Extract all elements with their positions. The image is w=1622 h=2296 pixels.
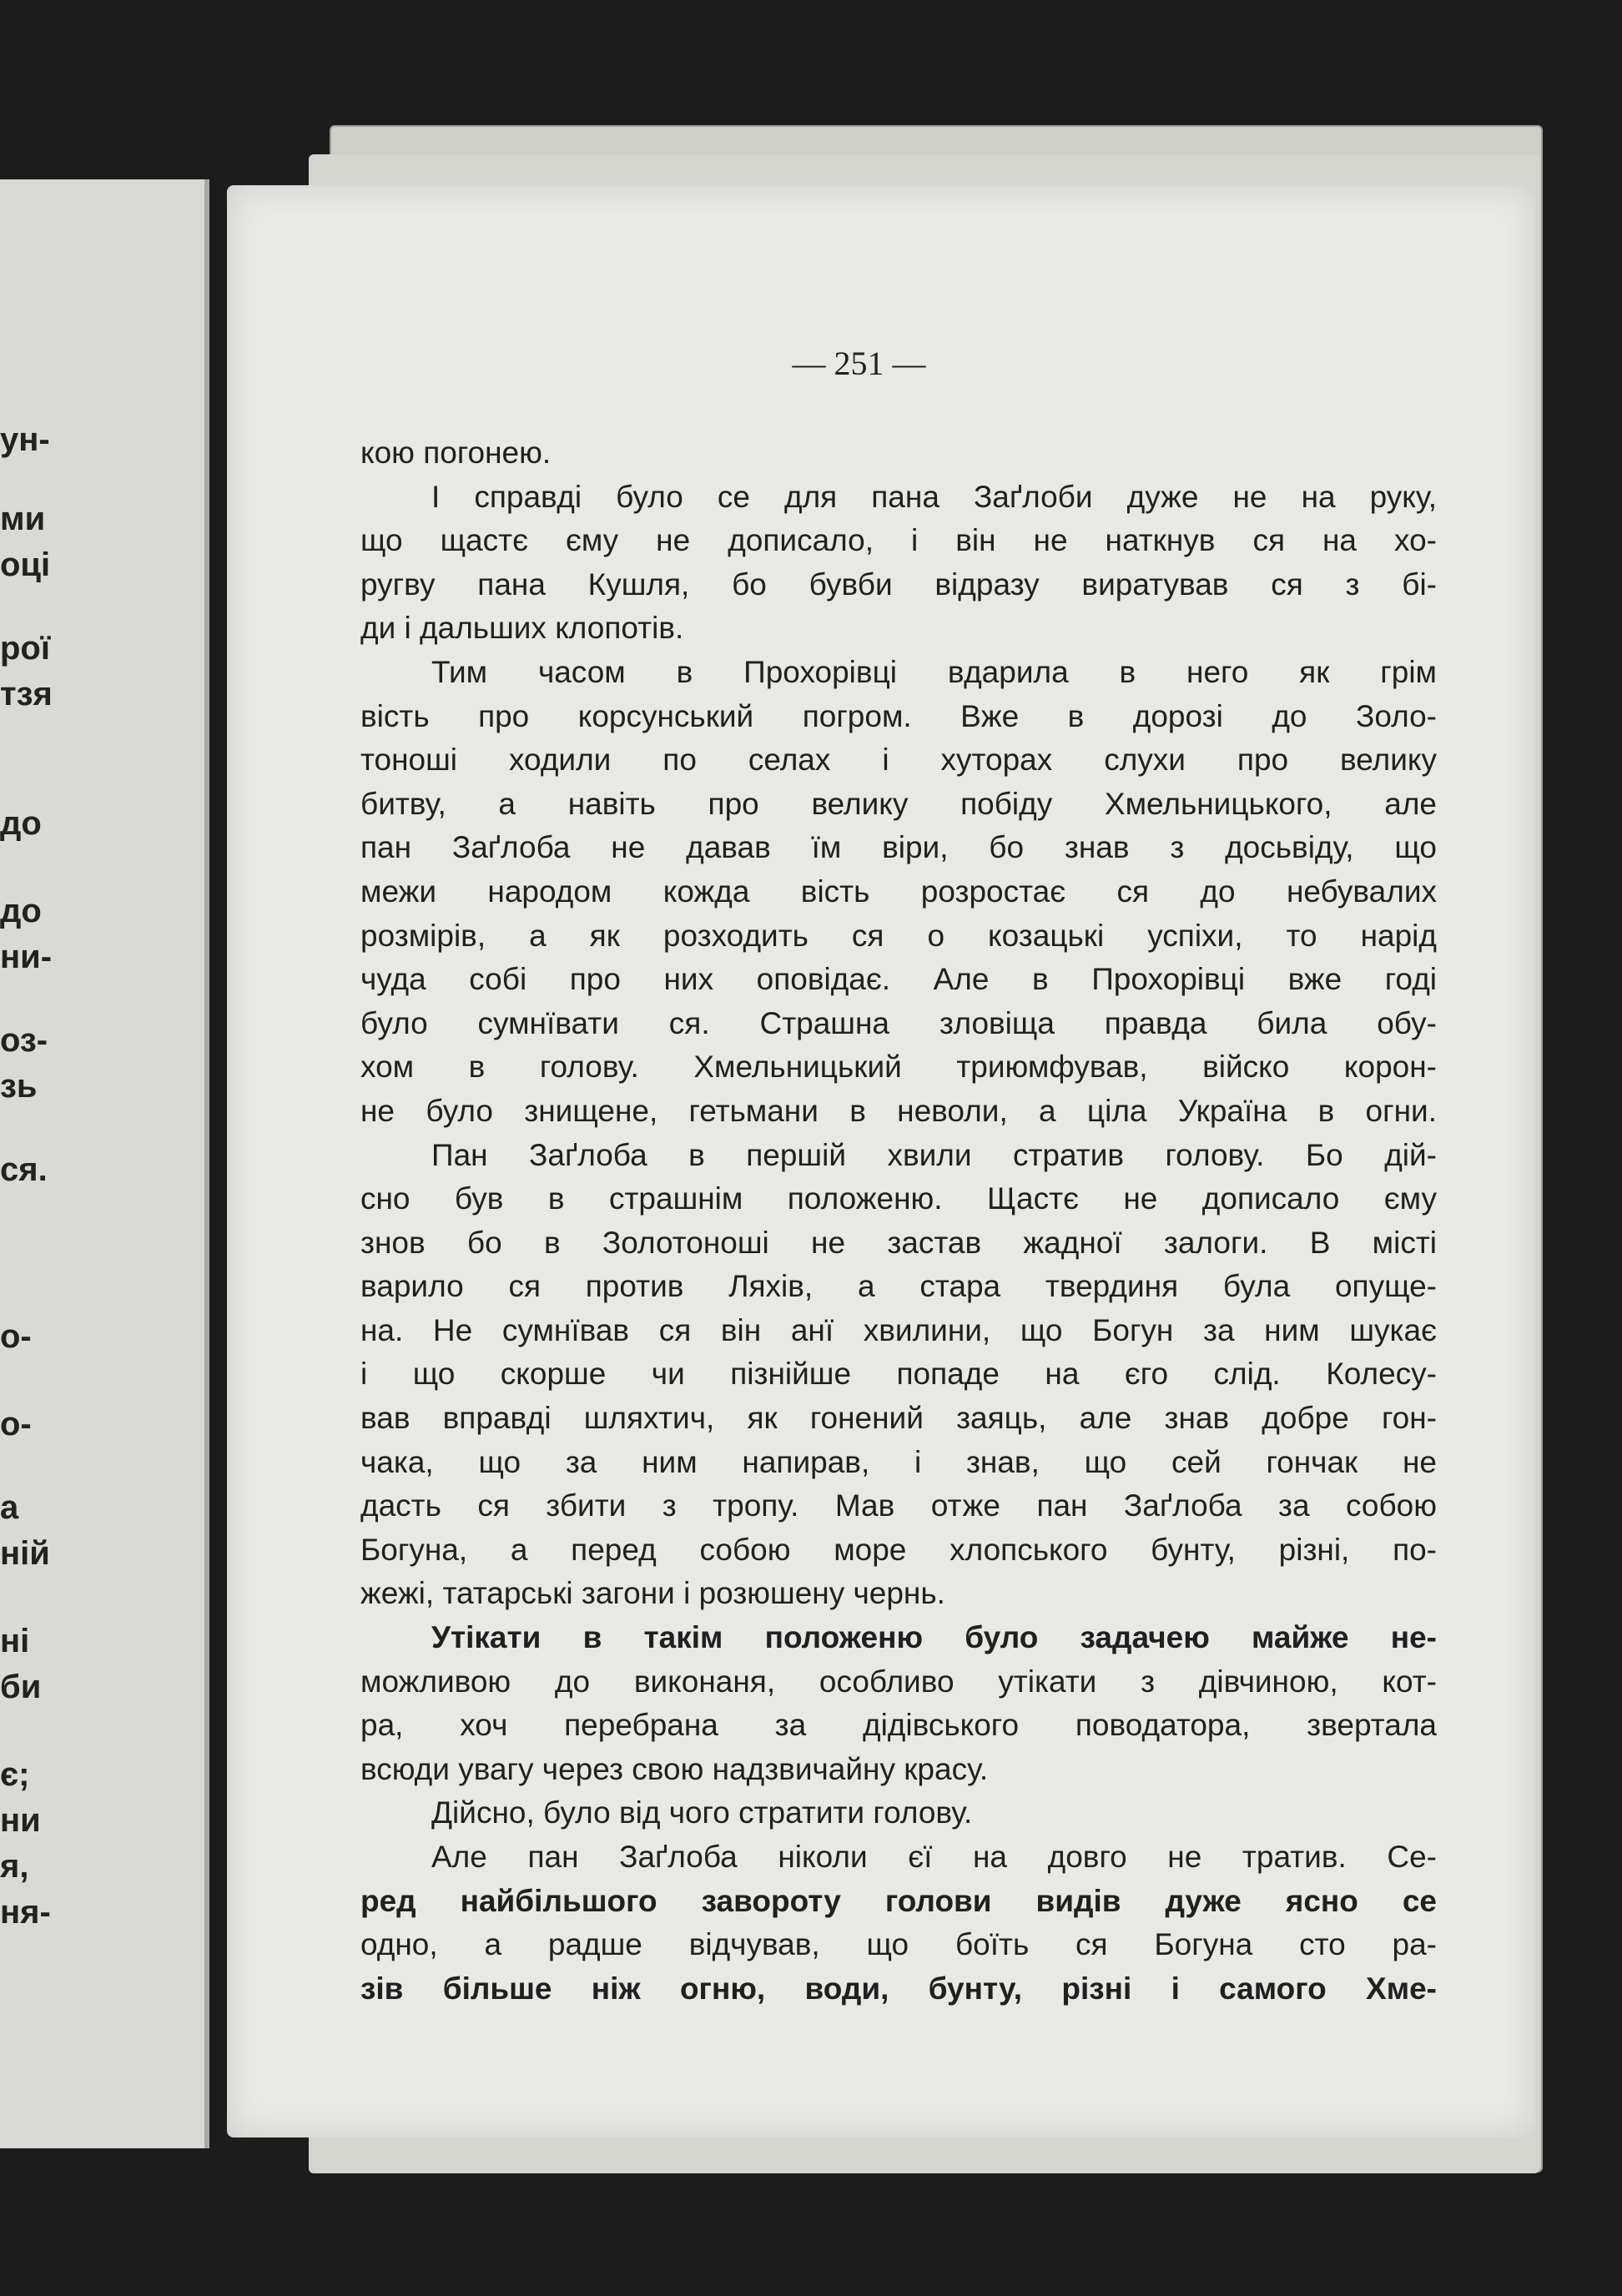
text-line: вав вправді шляхтич, як гонений заяць, але знав добре гон- <box>360 1401 1437 1436</box>
left-page-fragment: о- <box>0 1318 32 1355</box>
left-page-fragment: зь <box>0 1068 38 1105</box>
left-page-fragment: ни- <box>0 939 53 975</box>
left-page-fragment: ні <box>0 1623 30 1659</box>
text-line: на. Не сумнївав ся він анї хвилини, що Богун за ним шукає <box>360 1312 1437 1347</box>
text-line: битву, а навіть про велику побіду Хмельницького, але <box>360 786 1437 821</box>
text-line: що щастє єму не дописало, і він не наткнув ся на хо- <box>360 523 1437 558</box>
text-line: Богуна, а перед собою море хлопського бунту, різні, по- <box>360 1532 1437 1567</box>
text-line: І справді було се для пана Заґлоби дуже не на руку, <box>431 479 1437 514</box>
text-line: можливою до виконаня, особливо утікати з дівчиною, кот- <box>360 1664 1437 1699</box>
text-line: межи народом кожда вість розростає ся до небувалих <box>360 874 1437 909</box>
text-line: розмірів, а як розходить ся о козацькі успіхи, то нарід <box>360 918 1437 953</box>
text-line: було сумнївати ся. Страшна зловіща правда била обу- <box>360 1005 1437 1040</box>
left-page-fragment: ня- <box>0 1894 51 1931</box>
left-page-fragment: ми <box>0 501 46 537</box>
text-line: Дійсно, було від чого стратити голову. <box>431 1795 973 1830</box>
text-line: хом в голову. Хмельницький триюмфував, війско корон- <box>360 1050 1437 1085</box>
text-line: дасть ся збити з тропу. Мав отже пан Заґлоба за собою <box>360 1488 1437 1523</box>
left-page-fragment: я, <box>0 1848 29 1885</box>
left-page-fragment: тзя <box>0 676 53 712</box>
text-line: ред найбільшого завороту голови видів дуже ясно се <box>360 1883 1437 1918</box>
text-line: варило ся против Ляхів, а стара твердиня була опуще- <box>360 1269 1437 1304</box>
left-page-fragment: рої <box>0 630 51 667</box>
text-line: сно був в страшнім положеню. Щастє не дописало єму <box>360 1181 1437 1216</box>
text-line: жежі, татарські загони і розюшену чернь. <box>360 1576 945 1611</box>
left-page-fragment: ни <box>0 1802 41 1839</box>
text-line: ругву пана Кушля, бо бувби відразу виратував ся з бі- <box>360 566 1437 602</box>
left-page-fragment: до <box>0 893 42 929</box>
text-line: Але пан Заґлоба ніколи єї на довго не тратив. Се- <box>431 1840 1437 1874</box>
page-text <box>360 431 1437 2011</box>
text-line: знов бо в Золотоноші не застав жадної залоги. В місті <box>360 1225 1437 1260</box>
left-page-fragment: оці <box>0 546 51 583</box>
text-line: тоноші ходили по селах і хуторах слухи про велику <box>360 743 1437 778</box>
text-line: ди і дальших клопотів. <box>360 611 684 646</box>
text-line: зів більше ніж огню, води, бунту, різні і самого Хме- <box>360 1971 1437 2006</box>
text-line: Тим часом в Прохорівці вдарила в него як грім <box>431 654 1437 689</box>
left-page-fragment: до <box>0 805 42 842</box>
text-line: Пан Заґлоба в першій хвили стратив голову. Бо дій- <box>431 1137 1437 1172</box>
text-line: всюди увагу через свою надзвичайну красу. <box>360 1751 989 1786</box>
left-page-fragment: оз- <box>0 1022 48 1059</box>
page-number: — 251 — <box>792 345 926 382</box>
text-line: пан Заґлоба не давав їм віри, бо знав з досьвіду, що <box>360 830 1437 865</box>
text-line: чуда собі про них оповідає. Але в Прохорівці вже годі <box>360 962 1437 997</box>
book-page <box>227 185 1535 2137</box>
left-page-fragment: ній <box>0 1535 50 1572</box>
text-line: вість про корсунський погром. Вже в дорозі до Золо- <box>360 698 1437 733</box>
text-line: кою погонею. <box>360 436 552 470</box>
left-page-fragment: ун- <box>0 421 50 458</box>
left-page-fragment: о- <box>0 1406 32 1443</box>
text-line: не було знищене, гетьмани в неволи, а ціла Україна в огни. <box>360 1093 1437 1128</box>
text-line: і що скорше чи пізнійше попаде на єго слід. Колесу- <box>360 1357 1437 1392</box>
text-line: ра, хоч перебрана за дідівського поводатора, звертала <box>360 1708 1437 1743</box>
left-page-fragment: є; <box>0 1756 30 1793</box>
text-line: одно, а радше відчував, що боїть ся Богуна сто ра- <box>360 1927 1437 1962</box>
left-page-fragment: а <box>0 1489 19 1526</box>
left-page-edge <box>0 179 209 2148</box>
text-line: Утікати в такім положеню було задачею майже не- <box>431 1620 1437 1655</box>
left-page-fragment: ся. <box>0 1151 48 1188</box>
text-line: чака, що за ним напирав, і знав, що сей гончак не <box>360 1444 1437 1479</box>
left-page-fragment: би <box>0 1669 42 1705</box>
